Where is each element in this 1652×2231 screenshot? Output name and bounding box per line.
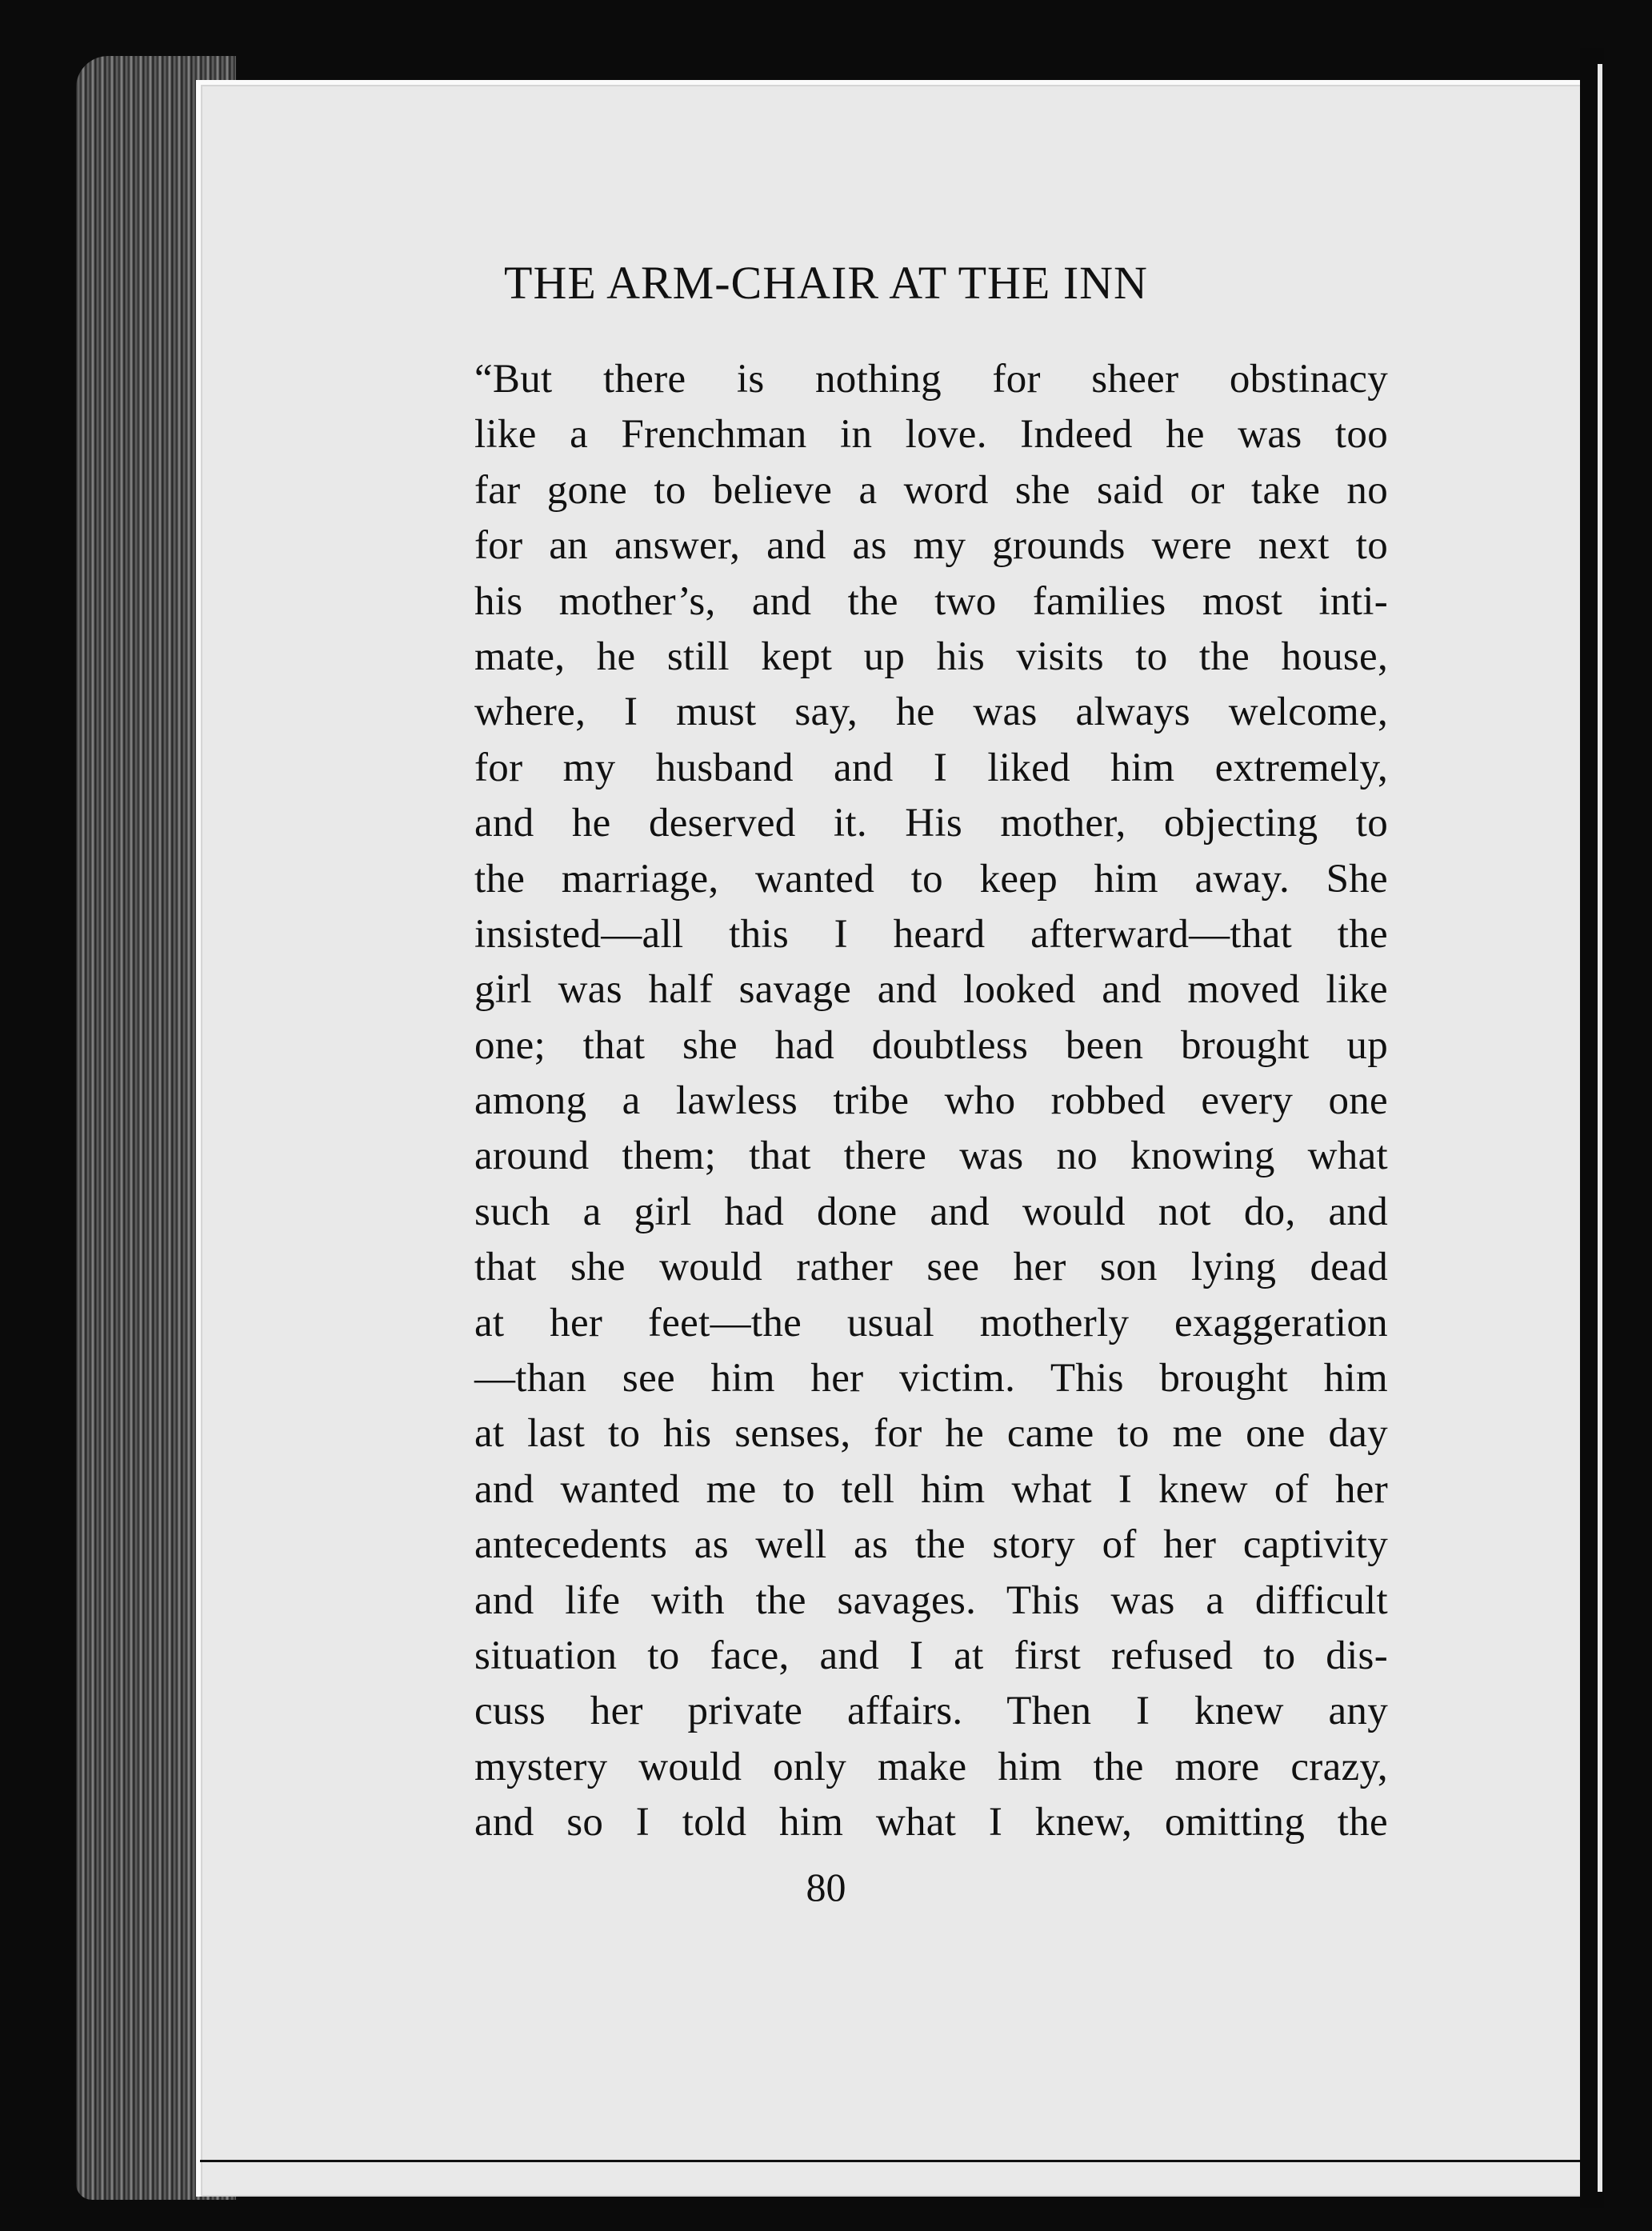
text-line: “But there is nothing for sheer obstinacy [474, 357, 1388, 402]
text-line: mystery would only make him the more crazy, [474, 1744, 1388, 1789]
page-bottom-edge [200, 2160, 1592, 2194]
text-line: and life with the savages. This was a difficult [474, 1577, 1388, 1623]
text-line: girl was half savage and looked and moved like [474, 967, 1388, 1013]
text-line: and he deserved it. His mother, objecting to [474, 801, 1388, 846]
text-line: the marriage, wanted to keep him away. She [474, 856, 1388, 902]
text-line: at last to his senses, for he came to me one day [474, 1411, 1388, 1457]
text-line: antecedents as well as the story of her captivity [474, 1522, 1388, 1568]
text-line: —than see him her victim. This brought him [474, 1356, 1388, 1401]
text-line: around them; that there was no knowing what [474, 1133, 1388, 1179]
text-line: mate, he still kept up his visits to the house, [474, 634, 1388, 679]
text-line: his mother’s, and the two families most inti- [474, 578, 1388, 624]
page-number: 80 [806, 1865, 846, 1909]
text-line: and so I told him what I knew, omitting the [474, 1800, 1388, 1845]
text-line: where, I must say, he was always welcome, [474, 690, 1388, 735]
text-line: for an answer, and as my grounds were next to [474, 523, 1388, 569]
running-header: THE ARM-CHAIR AT THE INN [504, 257, 1148, 309]
text-line: far gone to believe a word she said or take no [474, 467, 1388, 513]
text-line: among a lawless tribe who robbed every one [474, 1078, 1388, 1124]
text-line: insisted—all this I heard afterward—that the [474, 911, 1388, 957]
text-line: like a Frenchman in love. Indeed he was too [474, 412, 1388, 458]
text-line: for my husband and I liked him extremely, [474, 745, 1388, 790]
body-text [474, 352, 1388, 1851]
text-line: that she would rather see her son lying dead [474, 1245, 1388, 1290]
text-line: one; that she had doubtless been brought up [474, 1022, 1388, 1068]
text-line: situation to face, and I at first refused to dis- [474, 1633, 1388, 1678]
text-line: cuss her private affairs. Then I knew any [474, 1689, 1388, 1734]
text-line: such a girl had done and would not do, and [474, 1189, 1388, 1234]
text-line: and wanted me to tell him what I knew of her [474, 1466, 1388, 1512]
text-line: at her feet—the usual motherly exaggeration [474, 1300, 1388, 1345]
